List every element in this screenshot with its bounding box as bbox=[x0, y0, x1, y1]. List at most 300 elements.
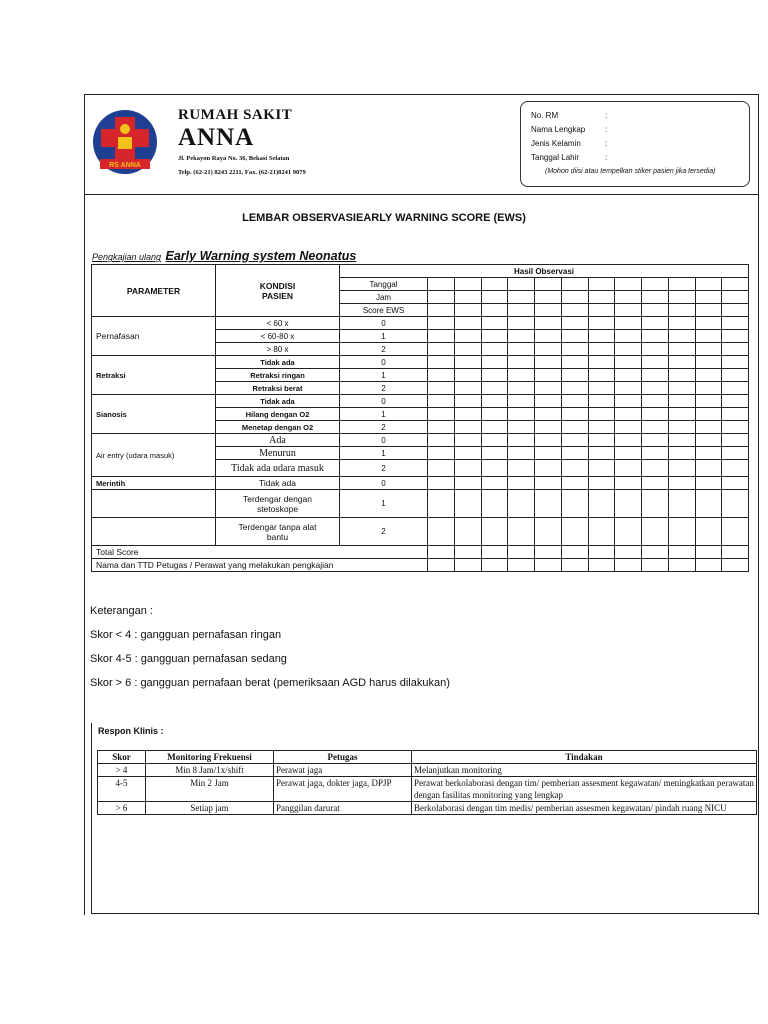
total-score-label: Total Score bbox=[92, 546, 428, 559]
observation-cell[interactable] bbox=[642, 395, 669, 408]
observation-cell[interactable] bbox=[588, 447, 615, 460]
observation-cell[interactable] bbox=[481, 330, 508, 343]
observation-cell[interactable] bbox=[428, 330, 455, 343]
observation-cell[interactable] bbox=[535, 477, 562, 490]
observation-cell[interactable] bbox=[695, 408, 722, 421]
observation-cell[interactable] bbox=[508, 408, 535, 421]
observation-cell[interactable] bbox=[561, 278, 588, 291]
kondisi-cell: Menurun bbox=[216, 447, 340, 460]
ews-header-row bbox=[92, 265, 749, 278]
observation-cell[interactable] bbox=[668, 559, 695, 572]
observation-cell[interactable] bbox=[454, 356, 481, 369]
hospital-phone: Telp. (62-21) 8243 2211, Fax. (62-21)8241 9079 bbox=[178, 169, 306, 176]
observation-cell[interactable] bbox=[722, 356, 749, 369]
observation-cell[interactable] bbox=[588, 356, 615, 369]
observation-cell[interactable] bbox=[535, 291, 562, 304]
observation-cell[interactable] bbox=[615, 395, 642, 408]
observation-cell[interactable] bbox=[588, 278, 615, 291]
observation-cell[interactable] bbox=[428, 304, 455, 317]
observation-cell[interactable] bbox=[642, 356, 669, 369]
observation-cell[interactable] bbox=[695, 477, 722, 490]
observation-cell[interactable] bbox=[722, 518, 749, 546]
observation-cell[interactable] bbox=[642, 434, 669, 447]
keterangan-line-3: Skor > 6 : gangguan pernafaan berat (pemeriksaan AGD harus dilakukan) bbox=[90, 677, 450, 689]
observation-cell[interactable] bbox=[508, 518, 535, 546]
observation-cell[interactable] bbox=[561, 395, 588, 408]
observation-cell[interactable] bbox=[722, 421, 749, 434]
observation-cell[interactable] bbox=[535, 546, 562, 559]
respon-header-petugas: Petugas bbox=[274, 751, 412, 764]
observation-cell[interactable] bbox=[428, 317, 455, 330]
observation-cell[interactable] bbox=[561, 330, 588, 343]
score-cell: 0 bbox=[340, 356, 428, 369]
score-cell: 0 bbox=[340, 477, 428, 490]
observation-cell[interactable] bbox=[588, 291, 615, 304]
observation-cell[interactable] bbox=[588, 330, 615, 343]
observation-cell[interactable] bbox=[722, 395, 749, 408]
observation-cell[interactable] bbox=[722, 278, 749, 291]
observation-cell[interactable] bbox=[615, 291, 642, 304]
observation-cell[interactable] bbox=[561, 408, 588, 421]
observation-cell[interactable] bbox=[588, 317, 615, 330]
observation-cell[interactable] bbox=[642, 291, 669, 304]
observation-cell[interactable] bbox=[668, 408, 695, 421]
observation-cell[interactable] bbox=[642, 460, 669, 477]
observation-cell[interactable] bbox=[508, 304, 535, 317]
observation-cell[interactable] bbox=[722, 447, 749, 460]
param-empty bbox=[92, 518, 216, 546]
observation-cell[interactable] bbox=[588, 395, 615, 408]
observation-cell[interactable] bbox=[535, 395, 562, 408]
observation-cell[interactable] bbox=[722, 434, 749, 447]
subtitle-prefix: Pengkajian ulang bbox=[92, 252, 162, 262]
observation-cell[interactable] bbox=[561, 447, 588, 460]
observation-cell[interactable] bbox=[588, 460, 615, 477]
score-cell: 1 bbox=[340, 490, 428, 518]
ews-param-row bbox=[92, 518, 749, 546]
observation-cell[interactable] bbox=[668, 518, 695, 546]
observation-cell[interactable] bbox=[561, 460, 588, 477]
observation-cell[interactable] bbox=[481, 304, 508, 317]
observation-cell[interactable] bbox=[668, 447, 695, 460]
observation-cell[interactable] bbox=[561, 369, 588, 382]
observation-cell[interactable] bbox=[561, 518, 588, 546]
observation-cell[interactable] bbox=[615, 369, 642, 382]
observation-cell[interactable] bbox=[508, 343, 535, 356]
observation-cell[interactable] bbox=[722, 559, 749, 572]
keterangan-line-2: Skor 4-5 : gangguan pernafasan sedang bbox=[90, 653, 287, 665]
observation-cell[interactable] bbox=[481, 382, 508, 395]
observation-cell[interactable] bbox=[588, 304, 615, 317]
observation-cell[interactable] bbox=[642, 382, 669, 395]
hospital-name-line2: ANNA bbox=[178, 124, 255, 151]
observation-cell[interactable] bbox=[481, 477, 508, 490]
observation-cell[interactable] bbox=[454, 408, 481, 421]
observation-cell[interactable] bbox=[722, 343, 749, 356]
observation-cell[interactable] bbox=[695, 447, 722, 460]
observation-cell[interactable] bbox=[615, 356, 642, 369]
observation-cell[interactable] bbox=[481, 490, 508, 518]
observation-cell[interactable] bbox=[508, 477, 535, 490]
observation-cell[interactable] bbox=[695, 546, 722, 559]
observation-cell[interactable] bbox=[428, 546, 455, 559]
score-cell: 2 bbox=[340, 460, 428, 477]
header-divider bbox=[84, 194, 758, 195]
param-name: Merintih bbox=[92, 477, 216, 490]
observation-cell[interactable] bbox=[695, 434, 722, 447]
sticker-field-norm: No. RM : bbox=[531, 111, 608, 120]
observation-cell[interactable] bbox=[668, 395, 695, 408]
kondisi-cell: Tidak ada bbox=[216, 356, 340, 369]
observation-cell[interactable] bbox=[588, 343, 615, 356]
observation-cell[interactable] bbox=[508, 291, 535, 304]
observation-cell[interactable] bbox=[508, 369, 535, 382]
observation-cell[interactable] bbox=[722, 460, 749, 477]
ews-param-row bbox=[92, 395, 749, 408]
observation-cell[interactable] bbox=[428, 434, 455, 447]
observation-cell[interactable] bbox=[454, 546, 481, 559]
kondisi-cell: Tidak ada udara masuk bbox=[216, 460, 340, 477]
observation-cell[interactable] bbox=[588, 408, 615, 421]
observation-cell[interactable] bbox=[428, 559, 455, 572]
observation-cell[interactable] bbox=[642, 408, 669, 421]
observation-cell[interactable] bbox=[722, 291, 749, 304]
param-name: Sianosis bbox=[92, 395, 216, 434]
observation-cell[interactable] bbox=[535, 356, 562, 369]
observation-cell[interactable] bbox=[481, 408, 508, 421]
sticker-field-tanggal-lahir: Tanggal Lahir : bbox=[531, 153, 608, 162]
observation-cell[interactable] bbox=[561, 421, 588, 434]
observation-cell[interactable] bbox=[695, 518, 722, 546]
observation-cell[interactable] bbox=[535, 421, 562, 434]
observation-cell[interactable] bbox=[668, 477, 695, 490]
observation-cell[interactable] bbox=[588, 518, 615, 546]
observation-cell[interactable] bbox=[561, 559, 588, 572]
observation-cell[interactable] bbox=[428, 343, 455, 356]
observation-cell[interactable] bbox=[454, 317, 481, 330]
observation-cell[interactable] bbox=[668, 382, 695, 395]
total-score-row bbox=[92, 546, 749, 559]
observation-cell[interactable] bbox=[428, 408, 455, 421]
observation-cell[interactable] bbox=[428, 382, 455, 395]
observation-cell[interactable] bbox=[508, 559, 535, 572]
respon-petugas: Panggilan darurat bbox=[274, 802, 412, 815]
observation-cell[interactable] bbox=[428, 356, 455, 369]
observation-cell[interactable] bbox=[695, 382, 722, 395]
observation-cell[interactable] bbox=[535, 518, 562, 546]
observation-cell[interactable] bbox=[668, 460, 695, 477]
observation-cell[interactable] bbox=[481, 369, 508, 382]
observation-cell[interactable] bbox=[481, 343, 508, 356]
observation-cell[interactable] bbox=[615, 460, 642, 477]
observation-cell[interactable] bbox=[481, 278, 508, 291]
observation-cell[interactable] bbox=[668, 278, 695, 291]
observation-cell[interactable] bbox=[454, 369, 481, 382]
kondisi-cell: < 60-80 x bbox=[216, 330, 340, 343]
observation-cell[interactable] bbox=[695, 291, 722, 304]
petugas-row bbox=[92, 559, 749, 572]
observation-cell[interactable] bbox=[668, 421, 695, 434]
observation-cell[interactable] bbox=[588, 382, 615, 395]
observation-cell[interactable] bbox=[561, 343, 588, 356]
observation-cell[interactable] bbox=[481, 291, 508, 304]
observation-cell[interactable] bbox=[535, 369, 562, 382]
observation-cell[interactable] bbox=[615, 447, 642, 460]
ews-param-row bbox=[92, 317, 749, 330]
respon-header-row bbox=[98, 751, 757, 764]
observation-cell[interactable] bbox=[722, 546, 749, 559]
observation-cell[interactable] bbox=[642, 559, 669, 572]
observation-cell[interactable] bbox=[642, 304, 669, 317]
observation-cell[interactable] bbox=[535, 460, 562, 477]
observation-cell[interactable] bbox=[588, 559, 615, 572]
observation-cell[interactable] bbox=[535, 382, 562, 395]
observation-cell[interactable] bbox=[695, 460, 722, 477]
observation-cell[interactable] bbox=[642, 546, 669, 559]
observation-cell[interactable] bbox=[454, 559, 481, 572]
row-tanggal-label: Tanggal bbox=[340, 278, 428, 291]
observation-cell[interactable] bbox=[535, 559, 562, 572]
observation-cell[interactable] bbox=[668, 369, 695, 382]
observation-cell[interactable] bbox=[508, 317, 535, 330]
observation-cell[interactable] bbox=[668, 291, 695, 304]
observation-cell[interactable] bbox=[722, 490, 749, 518]
respon-header-tindakan: Tindakan bbox=[412, 751, 757, 764]
observation-cell[interactable] bbox=[615, 518, 642, 546]
observation-cell[interactable] bbox=[668, 490, 695, 518]
observation-cell[interactable] bbox=[508, 395, 535, 408]
hospital-address: Jl. Pekayon Raya No. 36, Bekasi Selatan bbox=[178, 155, 290, 162]
observation-cell[interactable] bbox=[481, 546, 508, 559]
observation-cell[interactable] bbox=[642, 317, 669, 330]
observation-cell[interactable] bbox=[454, 291, 481, 304]
observation-cell[interactable] bbox=[642, 447, 669, 460]
observation-cell[interactable] bbox=[668, 434, 695, 447]
observation-cell[interactable] bbox=[428, 477, 455, 490]
observation-cell[interactable] bbox=[481, 559, 508, 572]
observation-cell[interactable] bbox=[695, 369, 722, 382]
observation-cell[interactable] bbox=[535, 330, 562, 343]
observation-cell[interactable] bbox=[535, 343, 562, 356]
observation-cell[interactable] bbox=[454, 460, 481, 477]
keterangan-title: Keterangan : bbox=[90, 605, 153, 617]
observation-cell[interactable] bbox=[428, 291, 455, 304]
observation-cell[interactable] bbox=[428, 395, 455, 408]
score-cell: 1 bbox=[340, 369, 428, 382]
observation-cell[interactable] bbox=[454, 343, 481, 356]
observation-cell[interactable] bbox=[695, 356, 722, 369]
observation-cell[interactable] bbox=[561, 317, 588, 330]
observation-cell[interactable] bbox=[695, 421, 722, 434]
observation-cell[interactable] bbox=[508, 421, 535, 434]
observation-cell[interactable] bbox=[588, 477, 615, 490]
logo-text: RS ANNA bbox=[109, 162, 141, 169]
observation-cell[interactable] bbox=[561, 477, 588, 490]
observation-cell[interactable] bbox=[642, 421, 669, 434]
observation-cell[interactable] bbox=[454, 477, 481, 490]
score-cell: 2 bbox=[340, 343, 428, 356]
observation-cell[interactable] bbox=[695, 304, 722, 317]
score-cell: 0 bbox=[340, 434, 428, 447]
observation-cell[interactable] bbox=[668, 343, 695, 356]
observation-cell[interactable] bbox=[722, 330, 749, 343]
observation-cell[interactable] bbox=[722, 408, 749, 421]
respon-monitoring: Min 2 Jam bbox=[146, 777, 274, 802]
ews-param-row bbox=[92, 434, 749, 447]
document-title: LEMBAR OBSERVASIEARLY WARNING SCORE (EWS) bbox=[242, 212, 526, 224]
observation-cell[interactable] bbox=[642, 518, 669, 546]
observation-cell[interactable] bbox=[615, 421, 642, 434]
observation-cell[interactable] bbox=[535, 434, 562, 447]
observation-cell[interactable] bbox=[668, 546, 695, 559]
observation-cell[interactable] bbox=[615, 304, 642, 317]
observation-cell[interactable] bbox=[535, 490, 562, 518]
observation-cell[interactable] bbox=[535, 447, 562, 460]
observation-cell[interactable] bbox=[615, 546, 642, 559]
observation-cell[interactable] bbox=[668, 317, 695, 330]
observation-cell[interactable] bbox=[535, 278, 562, 291]
score-cell: 1 bbox=[340, 408, 428, 421]
kondisi-cell: Retraksi ringan bbox=[216, 369, 340, 382]
observation-cell[interactable] bbox=[428, 447, 455, 460]
observation-cell[interactable] bbox=[588, 434, 615, 447]
observation-cell[interactable] bbox=[642, 490, 669, 518]
observation-cell[interactable] bbox=[481, 447, 508, 460]
observation-cell[interactable] bbox=[481, 518, 508, 546]
observation-cell[interactable] bbox=[508, 330, 535, 343]
observation-cell[interactable] bbox=[615, 317, 642, 330]
observation-cell[interactable] bbox=[588, 421, 615, 434]
observation-cell[interactable] bbox=[428, 421, 455, 434]
observation-cell[interactable] bbox=[454, 395, 481, 408]
observation-cell[interactable] bbox=[428, 369, 455, 382]
observation-cell[interactable] bbox=[481, 434, 508, 447]
observation-cell[interactable] bbox=[695, 490, 722, 518]
observation-cell[interactable] bbox=[561, 382, 588, 395]
observation-cell[interactable] bbox=[588, 369, 615, 382]
respon-klinis-title: Respon Klinis : bbox=[98, 726, 164, 736]
observation-cell[interactable] bbox=[561, 434, 588, 447]
observation-cell[interactable] bbox=[695, 395, 722, 408]
observation-cell[interactable] bbox=[508, 546, 535, 559]
observation-cell[interactable] bbox=[561, 546, 588, 559]
kondisi-cell: Menetap dengan O2 bbox=[216, 421, 340, 434]
observation-cell[interactable] bbox=[615, 408, 642, 421]
respon-row bbox=[98, 802, 757, 815]
observation-cell[interactable] bbox=[535, 304, 562, 317]
score-cell: 1 bbox=[340, 330, 428, 343]
observation-cell[interactable] bbox=[454, 421, 481, 434]
observation-cell[interactable] bbox=[454, 382, 481, 395]
observation-cell[interactable] bbox=[722, 382, 749, 395]
observation-cell[interactable] bbox=[508, 434, 535, 447]
observation-cell[interactable] bbox=[668, 356, 695, 369]
observation-cell[interactable] bbox=[481, 317, 508, 330]
observation-cell[interactable] bbox=[615, 330, 642, 343]
observation-cell[interactable] bbox=[615, 434, 642, 447]
param-empty bbox=[92, 490, 216, 518]
observation-cell[interactable] bbox=[695, 278, 722, 291]
observation-cell[interactable] bbox=[508, 490, 535, 518]
observation-cell[interactable] bbox=[615, 559, 642, 572]
observation-cell[interactable] bbox=[668, 304, 695, 317]
observation-cell[interactable] bbox=[668, 330, 695, 343]
observation-cell[interactable] bbox=[535, 408, 562, 421]
observation-cell[interactable] bbox=[481, 395, 508, 408]
respon-tindakan: Melanjutkan monitoring bbox=[412, 764, 757, 777]
observation-cell[interactable] bbox=[508, 447, 535, 460]
kondisi-cell: Tidak ada bbox=[216, 395, 340, 408]
observation-cell[interactable] bbox=[722, 477, 749, 490]
respon-klinis-table bbox=[97, 750, 757, 815]
observation-cell[interactable] bbox=[642, 330, 669, 343]
hospital-logo bbox=[92, 109, 158, 175]
observation-cell[interactable] bbox=[508, 356, 535, 369]
observation-cell[interactable] bbox=[588, 490, 615, 518]
observation-cell[interactable] bbox=[642, 369, 669, 382]
observation-cell[interactable] bbox=[561, 304, 588, 317]
observation-cell[interactable] bbox=[722, 369, 749, 382]
observation-cell[interactable] bbox=[561, 490, 588, 518]
observation-cell[interactable] bbox=[561, 356, 588, 369]
observation-cell[interactable] bbox=[481, 421, 508, 434]
observation-cell[interactable] bbox=[428, 460, 455, 477]
observation-cell[interactable] bbox=[695, 343, 722, 356]
observation-cell[interactable] bbox=[722, 304, 749, 317]
observation-cell[interactable] bbox=[615, 490, 642, 518]
observation-cell[interactable] bbox=[615, 382, 642, 395]
respon-header-skor: Skor bbox=[98, 751, 146, 764]
observation-cell[interactable] bbox=[722, 317, 749, 330]
observation-cell[interactable] bbox=[454, 304, 481, 317]
observation-cell[interactable] bbox=[588, 546, 615, 559]
observation-cell[interactable] bbox=[481, 460, 508, 477]
observation-cell[interactable] bbox=[642, 343, 669, 356]
observation-cell[interactable] bbox=[454, 447, 481, 460]
observation-cell[interactable] bbox=[615, 477, 642, 490]
observation-cell[interactable] bbox=[454, 434, 481, 447]
observation-cell[interactable] bbox=[481, 356, 508, 369]
observation-cell[interactable] bbox=[454, 490, 481, 518]
subtitle-main: Early Warning system Neonatus bbox=[165, 249, 357, 263]
observation-cell[interactable] bbox=[695, 330, 722, 343]
observation-cell[interactable] bbox=[428, 278, 455, 291]
observation-cell[interactable] bbox=[508, 278, 535, 291]
respon-tindakan: Berkolaborasi dengan tim medis/ pemberian assesmen kegawatan/ pindah ruang NICU bbox=[412, 802, 757, 815]
patient-sticker-box[interactable] bbox=[520, 101, 750, 187]
observation-cell[interactable] bbox=[695, 317, 722, 330]
sticker-field-nama: Nama Lengkap : bbox=[531, 125, 608, 134]
observation-cell[interactable] bbox=[615, 343, 642, 356]
observation-cell[interactable] bbox=[615, 278, 642, 291]
observation-cell[interactable] bbox=[508, 382, 535, 395]
observation-cell[interactable] bbox=[454, 278, 481, 291]
observation-cell[interactable] bbox=[535, 317, 562, 330]
observation-cell[interactable] bbox=[561, 291, 588, 304]
observation-cell[interactable] bbox=[454, 330, 481, 343]
observation-cell[interactable] bbox=[642, 477, 669, 490]
sticker-field-jenis-kelamin: Jenis Kelamin : bbox=[531, 139, 608, 148]
observation-cell[interactable] bbox=[428, 490, 455, 518]
observation-cell[interactable] bbox=[454, 518, 481, 546]
document-subtitle bbox=[92, 247, 356, 265]
hospital-name-line1: RUMAH SAKIT bbox=[178, 107, 293, 123]
observation-cell[interactable] bbox=[642, 278, 669, 291]
header-hasil-observasi: Hasil Observasi bbox=[340, 265, 749, 278]
observation-cell[interactable] bbox=[508, 460, 535, 477]
observation-cell[interactable] bbox=[695, 559, 722, 572]
observation-cell[interactable] bbox=[428, 518, 455, 546]
